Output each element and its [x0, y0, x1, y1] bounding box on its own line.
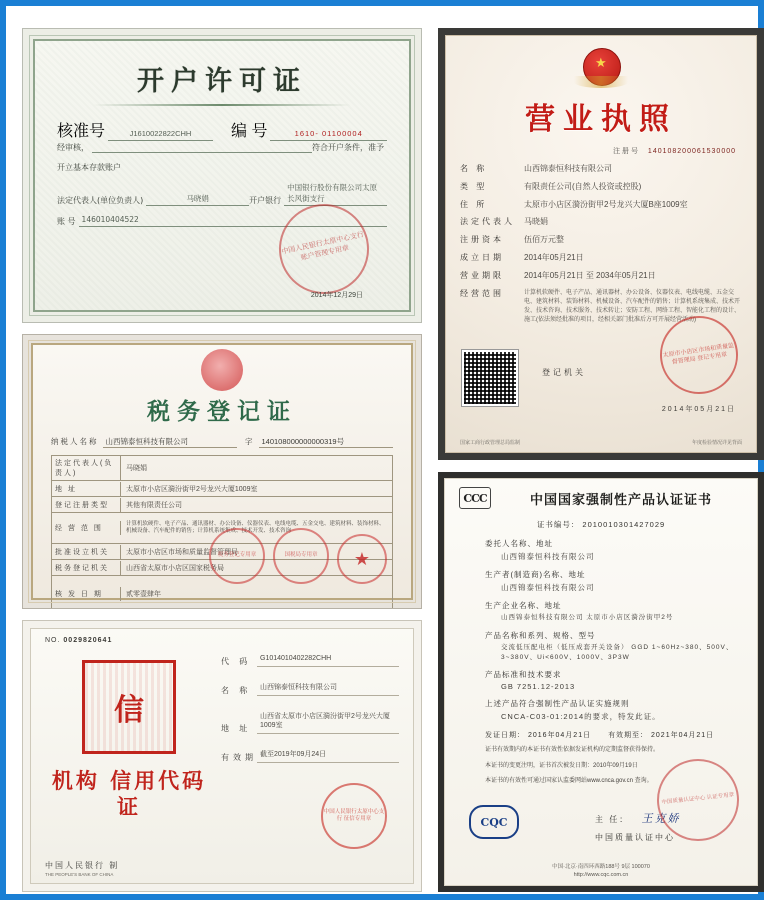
tax-stamps-group	[209, 528, 387, 584]
permit-number-label: 编 号	[231, 123, 268, 140]
tax-header-seal-icon	[201, 349, 243, 391]
emblem-star-icon: ★	[595, 55, 607, 70]
ccc-block-key: 生产者(制造商)名称、地址	[485, 570, 586, 579]
credit-footer-english: THE PEOPLE'S BANK OF CHINA	[45, 872, 114, 877]
emblem-wheat	[574, 76, 628, 88]
account-no-label: 账 号	[57, 217, 76, 226]
ccc-certificate-frame	[444, 478, 758, 886]
core-no-value: J1610022822CHH	[108, 129, 213, 141]
ccc-cert-no-label: 证书编号：	[536, 520, 580, 529]
tax-number-value: 140108000000000319号	[259, 436, 394, 448]
license-row-value: 马晓娟	[524, 217, 548, 227]
license-row-key: 经营范围	[460, 288, 504, 298]
license-row-value: 2014年05月21日 至 2034年05月21日	[524, 270, 656, 280]
ccc-issue-label: 发证日期：	[485, 732, 525, 740]
account-type-text: 开立基本存款账户	[57, 163, 121, 172]
title-divider	[93, 104, 350, 106]
credit-certificate-frame	[30, 628, 414, 884]
credit-field-row	[221, 712, 399, 735]
ccc-note-3: 本证书的有效性可通过国家认监委网站www.cnca.gov.cn 查询。	[485, 778, 653, 785]
approval-tail: 符合开户条件，准予	[312, 143, 384, 152]
ccc-note-2: 本证书的变更注明，证书首次被发日期：2010年09月19日	[485, 762, 638, 769]
table-row	[52, 497, 392, 513]
tax-row-value: 太原市小店区漪汾街甲2号龙兴大厦1009室	[126, 485, 258, 493]
credit-field-key: 有效期	[221, 752, 257, 762]
license-row	[460, 182, 742, 193]
tax-row-value: 马晓娟	[126, 465, 147, 472]
tax-red-seal: 税务登记专用章	[209, 528, 265, 584]
tax-row-key: 批准设立机关	[52, 545, 121, 559]
ccc-mark-icon: CCC	[459, 487, 491, 509]
tax-bureau-seal: 国税局专用章	[273, 528, 329, 584]
credit-logo-column	[45, 654, 213, 844]
credit-field-value: 山西锦泰恒科技有限公司	[257, 683, 399, 696]
tax-row-value: 其他有限责任公司	[126, 501, 182, 509]
ccc-title: 中国国家强制性产品认证证书	[529, 492, 712, 508]
ccc-expiry-value: 2021年04月21日	[651, 732, 715, 740]
credit-field-value: G1014010402282CHH	[257, 654, 399, 667]
taxpayer-value: 山西锦泰恒科技有限公司	[103, 436, 238, 448]
ccc-block-key: 生产企业名称、地址	[485, 601, 562, 610]
ccc-issue-value: 2016年04月21日	[527, 732, 592, 740]
legal-rep-row	[57, 182, 387, 206]
license-row-value: 计算机软硬件、电子产品、通讯器材、办公设备、仪器仪表、电线电缆、五金交电、建筑材料、装饰材料、机械设备、汽车配件的销售；计算机系统集成、技术开发、技术咨询、技术服务、技术转让；安防工程、网络工程、智能化工程的设计、施工(依法须经批准的项目，经相关部门批准后方可开展经营活动)	[524, 289, 741, 324]
license-row-key: 法定代表人	[460, 217, 515, 227]
credit-no-value: 0029820641	[63, 637, 113, 644]
ccc-block-key: 委托人名称、地址	[485, 539, 553, 548]
license-row-key: 成立日期	[460, 252, 504, 262]
tax-registration-certificate	[22, 334, 422, 609]
credit-serial-number	[45, 637, 399, 644]
tax-certificate-frame	[31, 343, 413, 600]
approval-text: 经审核，	[57, 143, 89, 152]
taxpayer-row	[51, 436, 393, 448]
license-row-key: 营业期限	[460, 270, 504, 280]
ccc-block	[459, 600, 743, 623]
qr-code-icon	[462, 350, 518, 406]
ccc-expiry-label: 有效期至：	[608, 732, 649, 740]
license-row-key: 类 型	[460, 181, 488, 191]
license-row-key: 注册资本	[460, 235, 504, 245]
taxpayer-label: 纳税人名称	[51, 437, 99, 446]
license-footnote	[460, 439, 742, 446]
tax-row-key: 法定代表人(负责人)	[52, 456, 121, 480]
legal-rep-label: 法定代表人(单位负责人)	[57, 196, 144, 205]
tax-row-key: 经 营 范 围	[52, 521, 121, 535]
license-row-value: 有限责任公司(自然人投资或控股)	[524, 181, 642, 191]
credit-field-value: 山西省太原市小店区漪汾街甲2号龙兴大厦1009室	[257, 712, 399, 735]
cqc-logo-icon: CQC	[469, 805, 519, 839]
credit-field-key: 代 码	[221, 656, 252, 666]
bank-permit-title: 开户许可证	[137, 66, 307, 97]
credit-no-label: NO.	[45, 637, 61, 644]
ccc-red-seal: 中国质量认证中心 认证专用章	[653, 755, 743, 845]
account-no-value: 146010404522	[79, 215, 387, 227]
license-red-seal: 太原市小店区市场和质量监督管理局 登记专用章	[655, 311, 743, 399]
ccc-address-line-1: 中国·北京·南四环西路188号 9层 100070	[552, 863, 650, 870]
bank-permit-frame	[33, 39, 411, 312]
credit-field-row	[221, 683, 399, 696]
opening-bank-label: 开户银行	[249, 196, 282, 205]
core-no-label: 核准号	[57, 123, 106, 140]
permit-number-value: 1610- 01100004	[270, 129, 387, 141]
license-row	[460, 235, 742, 246]
ccc-block	[459, 669, 743, 691]
bank-permit-numbers-row	[57, 118, 387, 141]
credit-field-value: 截至2019年09月24日	[257, 750, 399, 763]
tax-row-key: 登记注册类型	[52, 498, 121, 512]
legal-rep-value: 马晓娟	[146, 193, 249, 206]
certificates-grid	[14, 14, 750, 886]
tax-row-key: 核 发 日 期	[52, 587, 121, 601]
ccc-header	[459, 487, 743, 509]
bank-permit-date: 2014年12月29日	[310, 292, 363, 299]
ccc-address-line-2: http://www.cqc.com.cn	[573, 871, 629, 878]
registration-number	[460, 146, 736, 156]
ccc-block-key: 上述产品符合强制性产品认证实施规则	[485, 699, 630, 709]
license-row-value: 山西锦泰恒科技有限公司	[524, 164, 612, 173]
ccc-block	[459, 698, 743, 722]
ccc-block-key: 产品名称和系列、规格、型号	[485, 630, 596, 640]
license-row-value: 太原市小店区漪汾街甲2号龙兴大厦B座1009室	[524, 199, 688, 209]
ccc-dates	[459, 730, 743, 740]
national-emblem-icon	[574, 48, 628, 88]
business-license-title: 营业执照	[525, 102, 677, 137]
tax-row-key: 地 址	[52, 482, 121, 496]
license-row-value: 伍佰万元整	[524, 235, 564, 245]
credit-logo-title: 机构 信用代码证	[51, 768, 207, 820]
ccc-issuer: 中国质量认证中心	[595, 833, 675, 842]
ccc-block-value: CNCA-C03-01:2014的要求，特发此证。	[501, 712, 661, 722]
credit-logo-icon: 信	[82, 660, 176, 754]
license-row-key: 名 称	[460, 164, 488, 173]
ccc-block-value: GB 7251.12-2013	[501, 682, 576, 692]
credit-field-row	[221, 750, 399, 763]
account-type-row	[57, 162, 387, 173]
credit-field-key: 地 址	[221, 724, 252, 734]
credit-footer-issuer: 中国人民银行	[45, 861, 105, 870]
tax-number-label: 字	[245, 437, 255, 446]
credit-field-row	[221, 654, 399, 667]
license-row-value: 2014年05月21日	[524, 252, 584, 262]
approval-blank	[92, 141, 312, 153]
credit-footer-suffix: 制	[109, 861, 120, 870]
tax-row-key: 税务登记机关	[52, 561, 121, 575]
credit-field-key: 名 称	[221, 685, 252, 695]
tax-certificate-title: 税务登记证	[147, 398, 297, 425]
tax-row-value: 贰零壹肆年	[126, 591, 161, 598]
license-footnote-left: 国家工商行政管理总局监制	[460, 440, 521, 446]
ccc-block-value: 山西锦泰恒科技有限公司	[501, 583, 595, 592]
ccc-block-value: 山西锦泰恒科技有限公司 太原市小店区漪汾街甲2号	[501, 614, 674, 621]
tax-row-value: 山西省太原市小店区国家税务局	[126, 564, 224, 572]
registration-number-label: 注册号	[612, 148, 640, 155]
bank-account-permit-certificate	[22, 28, 422, 323]
tax-row-value: 计算机软硬件、电子产品、通讯器材、办公设备、仪器仪表、电线电缆、五金交电、建筑材料、装饰材料、机械设备、汽车配件的销售；计算机系统集成、技术开发、技术咨询	[126, 520, 385, 534]
license-row	[460, 253, 742, 264]
license-row	[460, 271, 742, 282]
license-row-key: 住 所	[460, 199, 488, 209]
credit-red-seal: 中国人民银行太原中心支行 征信专用章	[321, 783, 387, 849]
business-license-certificate	[438, 28, 764, 460]
star-seal-icon: ★	[337, 534, 387, 584]
ccc-certificate-number	[459, 519, 743, 530]
ccc-block	[459, 538, 743, 562]
ccc-cert-no-value: 2010010301427029	[582, 520, 666, 529]
ccc-note-1: 证书有效期内的本证书有效性依据发证机构的定期监督获得保持。	[485, 747, 660, 754]
bank-red-seal: 中国人民银行太原中心支行 账户管理专用章	[271, 196, 378, 303]
license-footnote-right: 年度检验情况详见背面	[691, 440, 742, 446]
license-row	[460, 200, 742, 211]
registration-number-value: 140108200061530000	[647, 148, 736, 155]
ccc-block-key: 产品标准和技术要求	[485, 670, 562, 680]
ccc-block-value: 交流低压配电柜（低压成套开关设备） GGD 1~60Hz~380、500V、3~380V、Ui<600V、1000V、3P3W	[501, 643, 734, 661]
ccc-block-value: 山西锦泰恒科技有限公司	[501, 552, 595, 561]
license-issue-date: 2014年05月21日	[661, 406, 736, 413]
institution-credit-code-certificate	[22, 620, 422, 892]
ccc-certificate	[438, 472, 764, 892]
ccc-address	[459, 863, 743, 880]
ccc-block	[459, 630, 743, 663]
table-row	[52, 456, 392, 481]
license-row	[460, 217, 742, 228]
registration-authority-label: 登记机关	[542, 368, 586, 377]
license-row	[460, 164, 742, 175]
credit-footer	[45, 860, 119, 877]
ccc-director-label: 主 任：	[595, 815, 630, 824]
approval-row	[57, 141, 387, 153]
table-row	[52, 481, 392, 497]
business-license-frame	[445, 35, 757, 453]
ccc-director-signature: 王克娇	[641, 812, 681, 825]
tax-row-value: 太原市小店区市场和质量监督管理局	[126, 548, 238, 556]
ccc-block	[459, 569, 743, 593]
opening-bank-value: 中国银行股份有限公司太原长风街支行	[284, 182, 387, 206]
